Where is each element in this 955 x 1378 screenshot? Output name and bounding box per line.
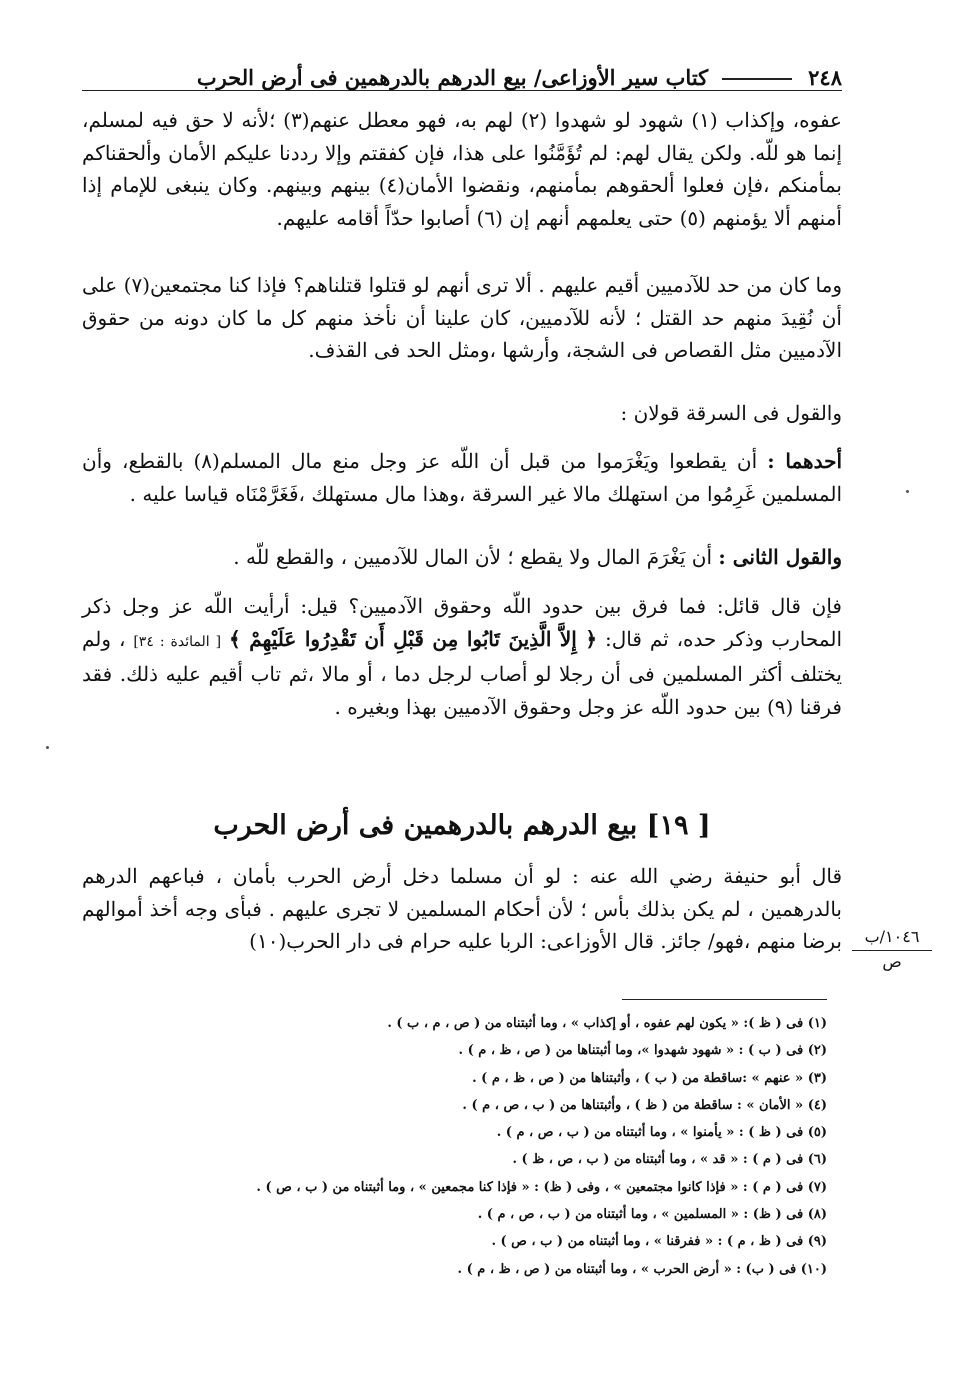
footnote: (٧) فى ( م ) : « فإذا كانوا مجتمعين » ، وفى ( ظ) : « فإذا كنا مجمعين » ، وما أثبتناه من ( ب ، ص ) . bbox=[256, 1179, 827, 1195]
footnote: (٩) فى ( ظ ، م ) : « ففرقنا » ، وما أثبتناه من ( ب ، ص ) . bbox=[491, 1234, 827, 1250]
page-number: ٢٤٨ bbox=[808, 65, 842, 90]
paragraph-4 bbox=[82, 445, 842, 510]
paragraph-4-text: أن يقطعوا ويَغْرَموا من قبل أن اللّه عز وجل منع مال المسلم(٨) بالقطع، وأن المسلمين غَرِمُوا من استهلك مالا غير السرقة ،وهذا مال مستهلك ،فَغَرَّمْنَاه قياسا عليه . bbox=[82, 449, 842, 506]
footnote: (٨) فى ( ظ) : « المسلمين » ، وما أثبتناه من ( ب ، ص ، م ) . bbox=[477, 1207, 827, 1223]
paragraph-6-text-b: ، ولم يختلف أكثر المسلمين فى أن رجلا لو أصاب لرجل دما ، أو مالا ،ثم تاب أقيم عليه ذلك. فقد فرقنا (٩) بين حدود اللّه عز وجل وحقوق الآدميين بهذا وبغيره . bbox=[82, 626, 842, 719]
footnotes bbox=[82, 1010, 827, 1283]
section-title: [ ١٩] بيع الدرهم بالدرهمين فى أرض الحرب bbox=[213, 810, 711, 841]
margin-note bbox=[852, 926, 932, 973]
folio-number: ١٠٤٦/ب bbox=[852, 926, 932, 951]
footnote: (١) فى ( ظ ): « يكون لهم عفوه ، أو إكذاب » ، وما أثبتناه من ( ص ، م ، ب ) . bbox=[387, 1016, 827, 1031]
paragraph-3: والقول فى السرقة قولان : bbox=[620, 401, 842, 425]
header-dash bbox=[722, 78, 792, 80]
footnote: (٣) « عنهم » :ساقطة من ( ب ) ، وأثبتناها من ( ص ، ظ ، م ) . bbox=[472, 1070, 827, 1086]
paragraph-4-lead: أحدهما : bbox=[767, 449, 843, 473]
scan-speck bbox=[46, 746, 49, 749]
running-title: كتاب سير الأوزاعى/ بيع الدرهم بالدرهمين فى أرض الحرب bbox=[196, 65, 709, 90]
footnote: (٦) فى ( م ) : « قد » ، وما أثبتناه من ( ب ، ص ، ظ ) . bbox=[512, 1152, 827, 1168]
footnote: (٤) « الأمان » : ساقطة من ( ظ ) ، وأثبتناها من ( ب ، ص ، م ) . bbox=[462, 1097, 827, 1113]
quran-verse: ﴿ إِلاَّ الَّذِينَ تَابُوا مِن قَبْلِ أَن تَقْدِرُوا عَلَيْهِمْ ﴾ bbox=[229, 626, 598, 651]
paragraph-5-text: أن يَغْرَمَ المال ولا يقطع ؛ لأن المال للآدميين ، والقطع للّه . bbox=[233, 545, 713, 569]
running-header bbox=[82, 60, 842, 91]
paragraph-6 bbox=[82, 590, 842, 723]
paragraph-5-lead: والقول الثانى : bbox=[718, 545, 842, 569]
paragraph-6-text-a: فإن قال قائل: فما فرق بين حدود اللّه وحقوق الآدميين؟ قيل: أرأيت اللّه عز وجل ذكر المحارب وذكر حده، ثم قال: bbox=[82, 594, 843, 651]
footnote-rule bbox=[622, 999, 827, 1000]
footnote: (٢) فى ( ب ) : « شهود شهدوا »، وما أثبتناها من ( ص ، ظ ، م ) . bbox=[458, 1043, 827, 1059]
verse-reference: [ المائدة : ٣٤] bbox=[133, 633, 222, 650]
scan-speck bbox=[906, 490, 909, 493]
manuscript-siglum: ص bbox=[882, 952, 902, 971]
footnote: (١٠) فى ( ب) : « أرض الحرب » ، وما أثبتناه من ( ص ، ظ ، م ) . bbox=[457, 1261, 827, 1277]
paragraph-1: عفوه، وإكذاب (١) شهود لو شهدوا (٢) لهم به، فهو معطل عنهم(٣) ؛لأنه لا حق فيه لمسلم، إنما هو للّه. ولكن يقال لهم: لم تُؤَمَّنُوا على هذا، فإن كفقتم وإلا رددنا عليكم الأمان وألحقناكم بمأمنكم ،فإن فعلوا ألحقوهم بمأمنهم، ونقضوا الأمان(٤) بينهم وبينهم. وكان ينبغى للإمام إذا أمنهم ألا يؤمنهم (٥) حتى يعلمهم أنهم إن (٦) أصابوا حدّاً أقامه عليهم. bbox=[82, 108, 842, 230]
paragraph-7: قال أبو حنيفة رضي الله عنه : لو أن مسلما دخل أرض الحرب بأمان ، فباعهم الدرهم بالدرهمين ، لم يكن بذلك بأس ؛ لأن أحكام المسلمين لا تجرى عليهم . فبأى وجه أخذ أموالهم برضا منهم ،فهو/ جائز. قال الأوزاعى: الربا عليه حرام فى دار الحرب(١٠) bbox=[82, 864, 842, 953]
paragraph-5 bbox=[82, 541, 842, 574]
paragraph-2: وما كان من حد للآدميين أقيم عليهم . ألا ترى أنهم لو قتلوا قتلناهم؟ فإذا كنا مجتمعين(٧) على أن نُقِيدَ منهم حد القتل ؛ لأنه للآدميين، كان علينا أن نأخذ منهم كل ما كان دونه من حقوق الآدميين مثل القصاص فى الشجة، وأرشها ،ومثل الحد فى القذف. bbox=[82, 273, 842, 362]
footnote: (٥) فى ( ظ ) : « يأمنوا » ، وما أثبتناه من ( ب ، ص ، م ) . bbox=[496, 1125, 827, 1141]
